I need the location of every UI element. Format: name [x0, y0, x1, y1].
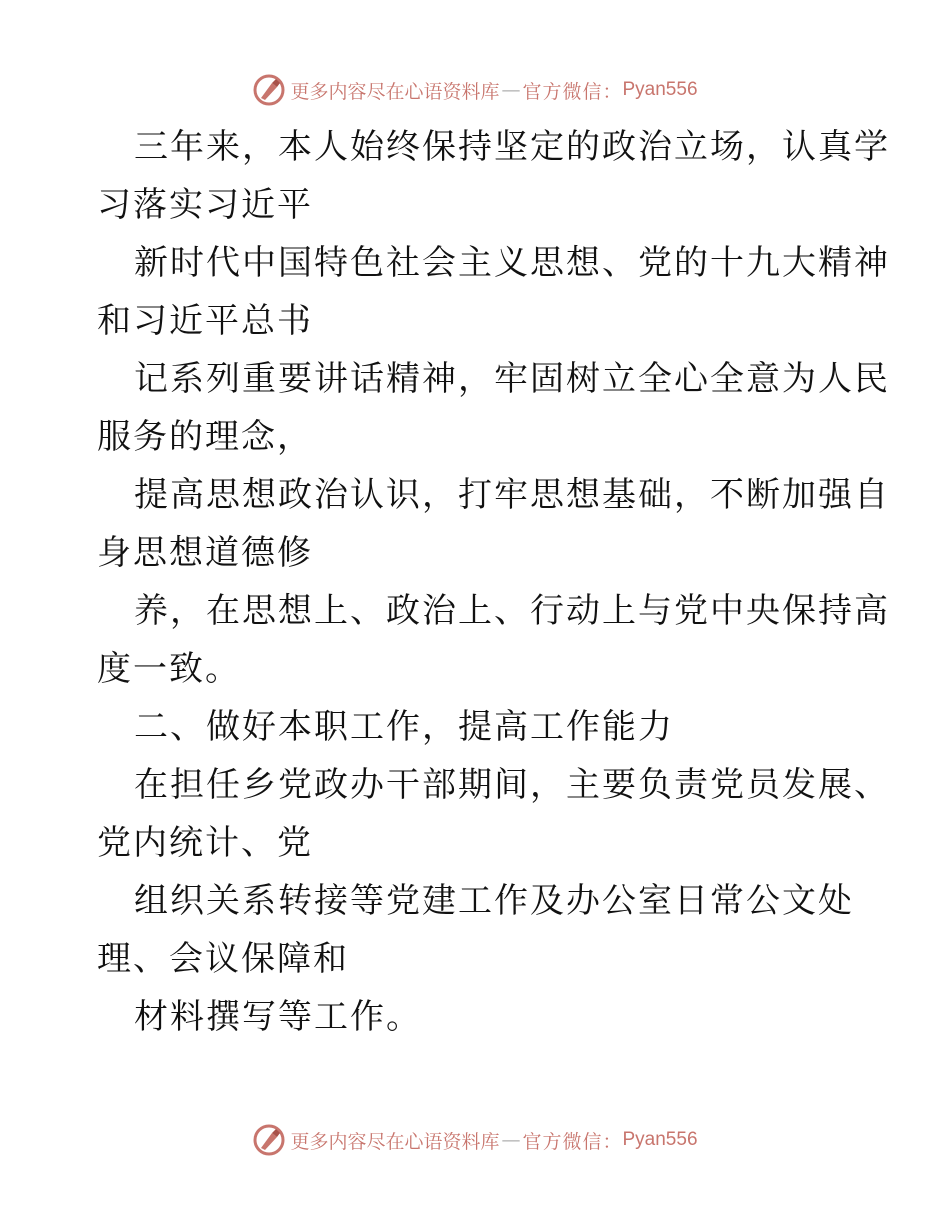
banner-site-text: 更多内容尽在心语资料库 [290, 1130, 500, 1153]
paragraph-line: 材料撰写等工作。 [134, 997, 422, 1037]
paragraph-line: 度一致。 [97, 649, 241, 689]
banner-wechat-id: Pyan556 [622, 79, 698, 100]
paragraph-line: 身思想道德修 [97, 533, 313, 573]
paragraph-line: 组织关系转接等党建工作及办公室日常公文处 [134, 881, 854, 921]
pen-circle-logo-icon [252, 1123, 286, 1157]
pen-circle-logo-icon [252, 73, 286, 107]
header-watermark-banner [0, 70, 950, 110]
paragraph-line: 和习近平总书 [97, 301, 313, 341]
banner-wechat-id: Pyan556 [622, 1129, 698, 1150]
paragraph-line: 理、会议保障和 [97, 939, 349, 979]
banner-wechat-label: 官方微信： [522, 80, 623, 103]
paragraph-line: 在担任乡党政办干部期间，主要负责党员发展、 [134, 765, 890, 805]
paragraph-line: 提高思想政治认识，打牢思想基础，不断加强自 [134, 475, 890, 515]
paragraph-line: 服务的理念， [97, 417, 313, 457]
banner-separator: — [501, 79, 521, 101]
banner-site-text: 更多内容尽在心语资料库 [290, 80, 500, 103]
document-body [97, 118, 890, 1046]
paragraph-line: 习落实习近平 [97, 185, 313, 225]
paragraph-line: 党内统计、党 [97, 823, 313, 863]
banner-separator: — [501, 1129, 521, 1151]
section-heading: 二、做好本职工作，提高工作能力 [134, 707, 674, 747]
paragraph-line: 养，在思想上、政治上、行动上与党中央保持高 [134, 591, 890, 631]
paragraph-line: 新时代中国特色社会主义思想、党的十九大精神 [134, 243, 890, 283]
footer-watermark-banner [0, 1120, 950, 1160]
paragraph-line: 记系列重要讲话精神，牢固树立全心全意为人民 [134, 359, 890, 399]
banner-wechat-label: 官方微信： [522, 1130, 623, 1153]
paragraph-line: 三年来，本人始终保持坚定的政治立场，认真学 [134, 127, 890, 167]
